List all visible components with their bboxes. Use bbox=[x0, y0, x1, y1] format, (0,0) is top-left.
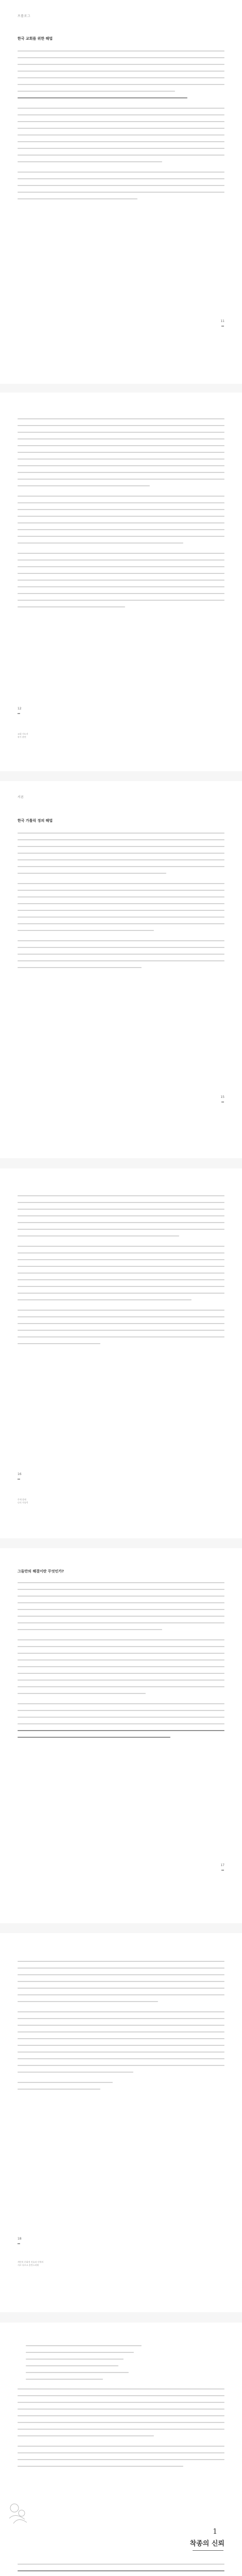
section-title: 그들만의 해결이란 무엇인가? bbox=[18, 1569, 64, 1573]
body-text bbox=[18, 50, 224, 205]
page-number: 12 bbox=[18, 707, 22, 710]
footnote: 개인의 문화적 진술과 사역의 서로 다르고 혼란스러워 bbox=[18, 2261, 44, 2266]
book-page-3 bbox=[0, 781, 242, 1158]
book-page-5 bbox=[0, 1548, 242, 1923]
body-text bbox=[18, 2564, 224, 2576]
floral-ornament-icon bbox=[4, 2498, 35, 2529]
body-text bbox=[18, 1582, 224, 1743]
page-mark bbox=[221, 1101, 224, 1103]
page-number: 11 bbox=[220, 319, 224, 323]
book-page-6 bbox=[0, 1933, 242, 2312]
running-header: 서론 bbox=[18, 795, 24, 799]
book-page-7 bbox=[0, 2323, 242, 2576]
page-number: 17 bbox=[220, 1863, 224, 1867]
footnote: 존재 상태 나의 가톨릭 bbox=[18, 1498, 28, 1504]
running-header: 프롤로그 bbox=[18, 14, 31, 18]
footnote: 교회 지도자 작가 관련 bbox=[18, 733, 28, 738]
book-page-4 bbox=[0, 1168, 242, 1538]
chapter-rule bbox=[193, 2550, 223, 2551]
section-title: 한국 가톨릭 정의 해법 bbox=[18, 819, 53, 823]
book-page-1 bbox=[0, 0, 242, 384]
page-mark bbox=[221, 1870, 224, 1871]
chapter-title: 착종의 신뢰 bbox=[189, 2540, 224, 2548]
page-mark bbox=[18, 1479, 20, 1480]
chapter-number: 1 bbox=[213, 2528, 217, 2536]
body-text bbox=[18, 418, 224, 613]
page-number: 15 bbox=[220, 1095, 224, 1099]
book-page-2 bbox=[0, 393, 242, 771]
body-text bbox=[18, 2388, 224, 2472]
page-mark bbox=[18, 2243, 20, 2244]
page-number: 18 bbox=[18, 2237, 22, 2241]
body-text bbox=[18, 1195, 224, 1350]
page-number: 16 bbox=[18, 1472, 22, 1476]
section-title: 한국 교회를 위한 해법 bbox=[18, 37, 53, 41]
body-text bbox=[18, 1961, 224, 2095]
page-mark bbox=[18, 713, 20, 714]
body-text bbox=[18, 833, 224, 974]
list-text bbox=[26, 2345, 154, 2385]
page-mark bbox=[221, 326, 224, 327]
